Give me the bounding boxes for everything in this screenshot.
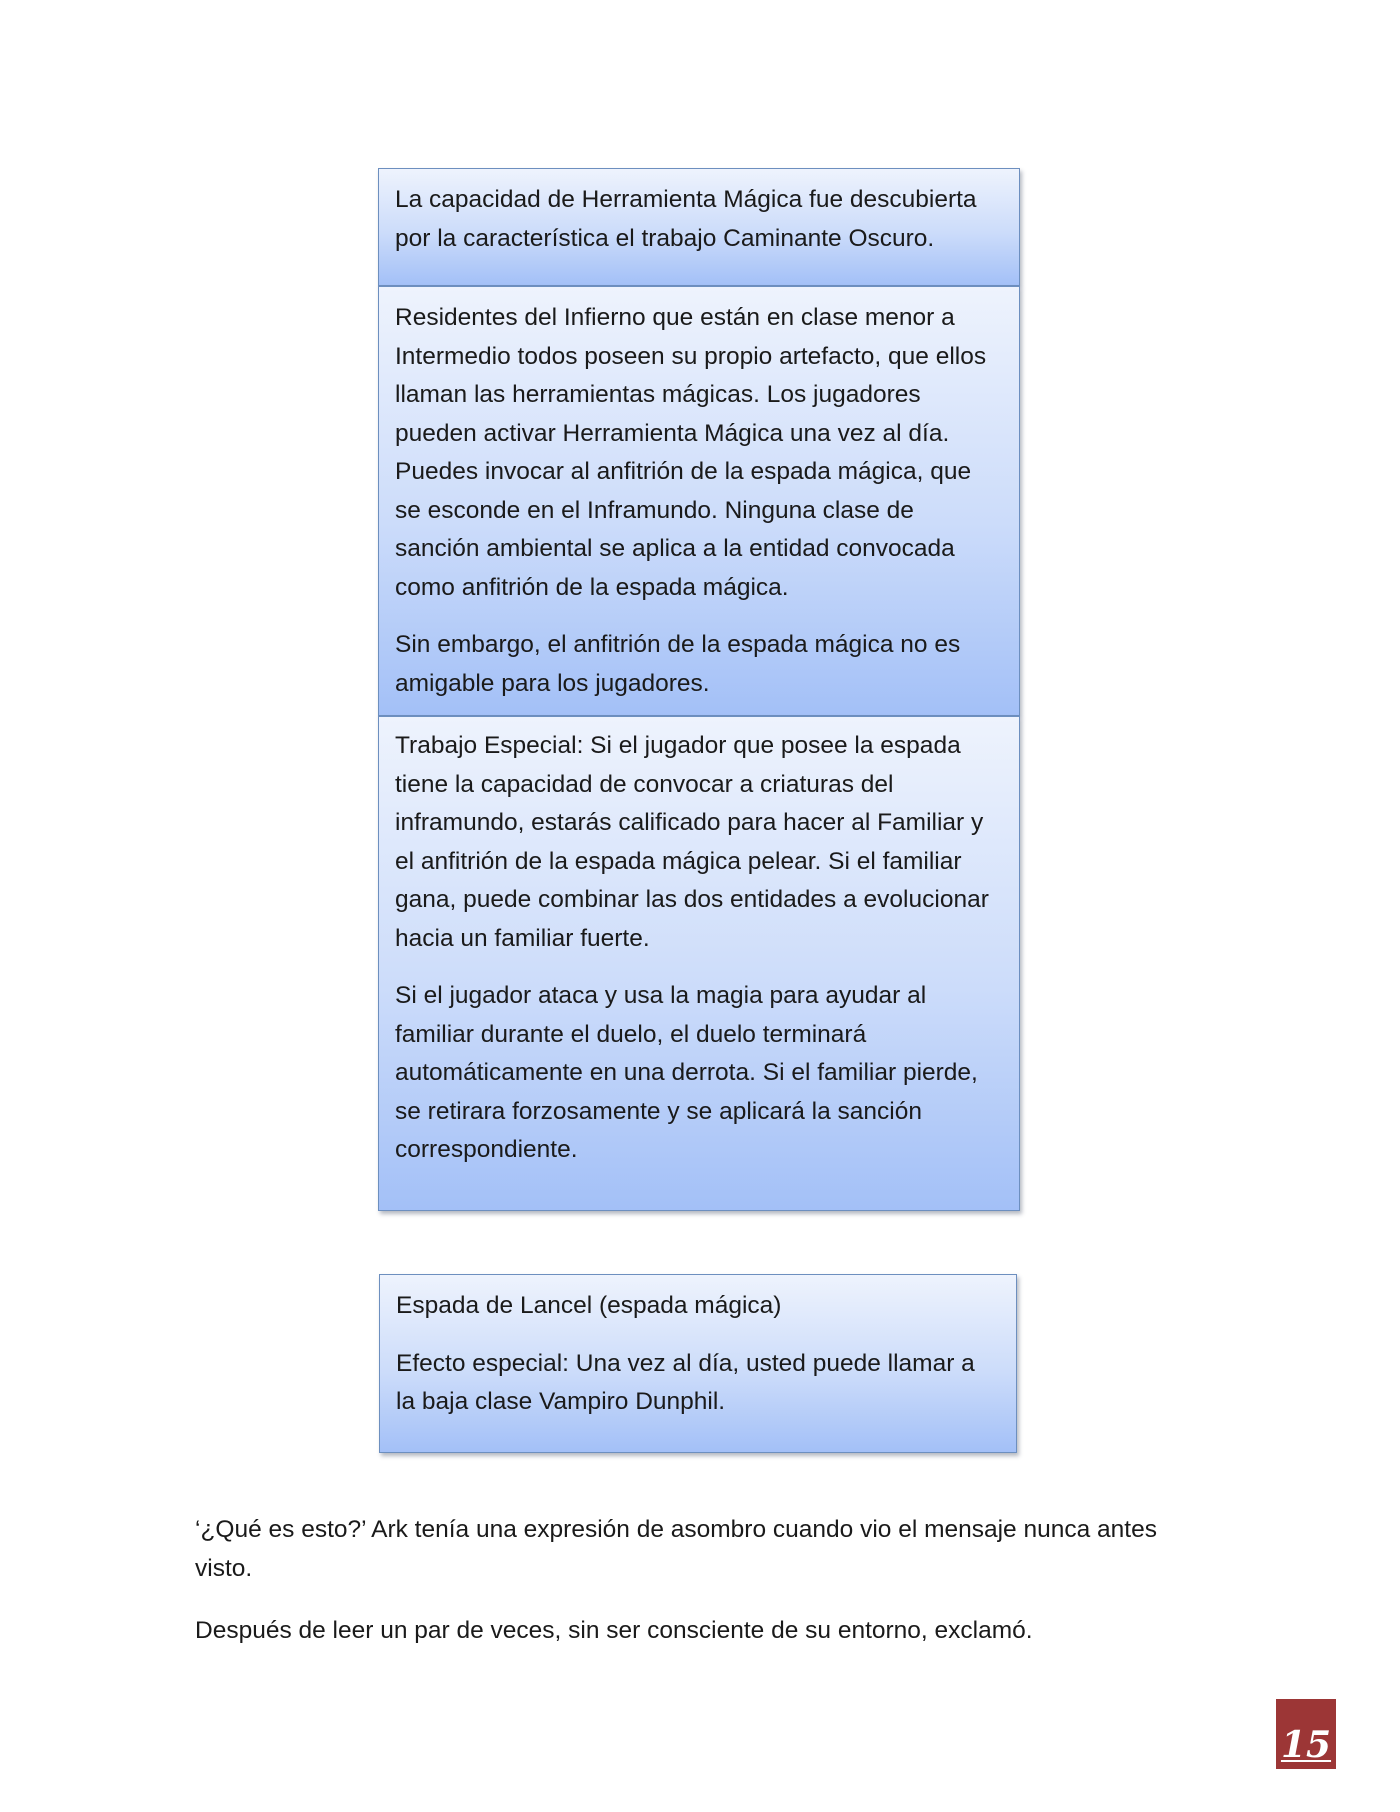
body-paragraph: ‘¿Qué es esto?’ Ark tenía una expresión de asombro cuando vio el mensaje nunca antes visto. [195,1516,1157,1582]
page-number: 15 [1280,1724,1332,1766]
message-box-special-work [378,716,1020,1211]
message-box-ability-discovered [378,168,1020,286]
box-paragraph: Residentes del Infierno que están en clase menor a Intermedio todos poseen su propio artefacto, que ellos llaman las herramientas mágicas. Los jugadores pueden activar Herramienta Mágica una vez al día. Puedes invocar al anfitrión de la espada mágica, que se esconde en el Inframundo. Ninguna clase de sanción ambiental se aplica a la entidad convocada como anfitrión de la espada mágica. [395,304,987,601]
body-paragraph: Después de leer un par de veces, sin ser consciente de su entorno, exclamó. [195,1617,1033,1644]
box-paragraph: La capacidad de Herramienta Mágica fue descubierta por la característica el trabajo Caminante Oscuro. [395,186,977,252]
message-box-item-lancel-sword [379,1274,1017,1453]
item-effect: Efecto especial: Una vez al día, usted puede llamar a la baja clase Vampiro Dunphil. [396,1349,975,1415]
message-box-magic-tool-description [378,286,1020,716]
box-paragraph: Si el jugador ataca y usa la magia para ayudar al familiar durante el duelo, el duelo terminará automáticamente en una derrota. Si el familiar pierde, se retirara forzosamente y se aplicará la sanción correspondiente. [395,982,978,1163]
page-number-badge [1276,1699,1336,1769]
box-paragraph: Sin embargo, el anfitrión de la espada mágica no es amigable para los jugadores. [395,631,961,697]
box-paragraph: Trabajo Especial: Si el jugador que posee la espada tiene la capacidad de convocar a criaturas del inframundo, estarás calificado para hacer al Familiar y el anfitrión de la espada mágica pelear. Si el familiar gana, puede combinar las dos entidades a evolucionar hacia un familiar fuerte. [395,732,989,952]
item-title: Espada de Lancel (espada mágica) [396,1292,782,1319]
